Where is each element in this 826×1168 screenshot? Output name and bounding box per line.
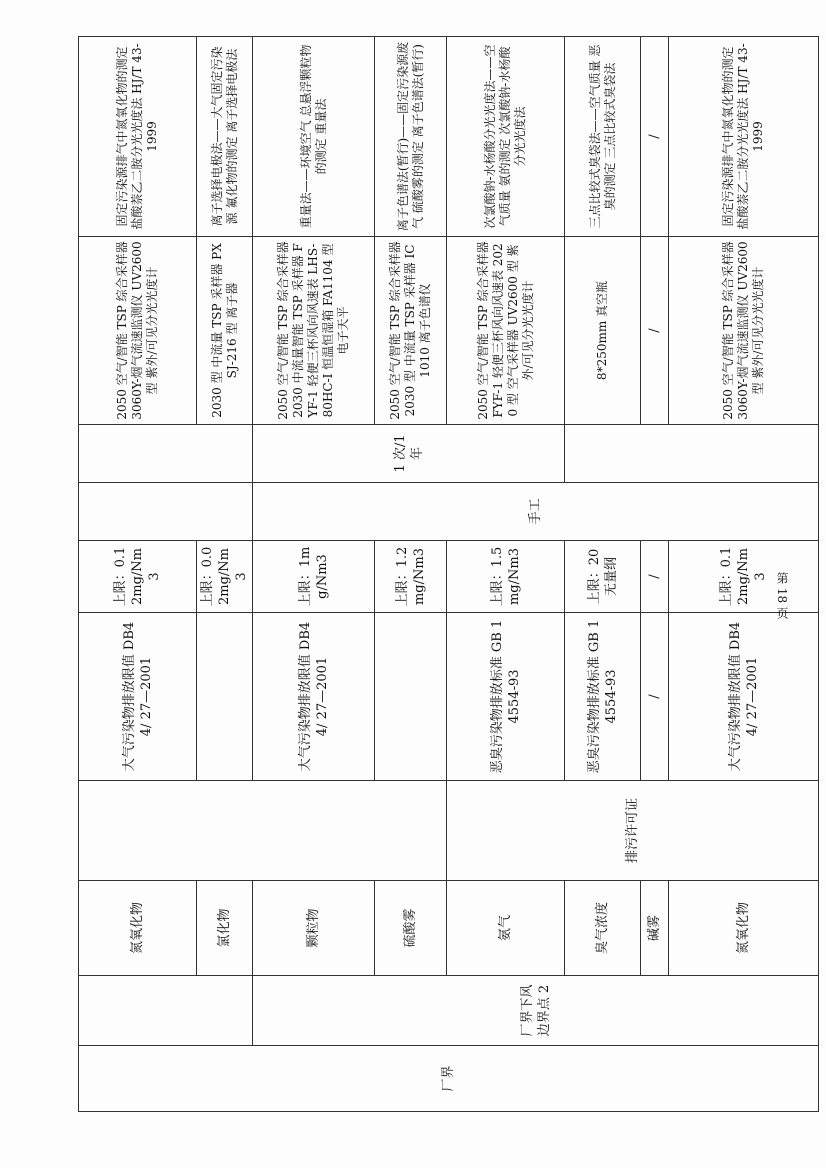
table-row [197, 37, 253, 1112]
pollutant-cell: 氮氧化物 [79, 881, 197, 976]
pollutant-cell: 硫酸雾 [375, 881, 447, 976]
location-group-cell: 厂界 [79, 1046, 819, 1112]
limit-cell: 上限：1.5mg/Nm3 [447, 541, 565, 613]
page-number: 第 18 页 [775, 572, 789, 619]
location-empty-cell [79, 976, 253, 1046]
limit-cell: 上限：0.02mg/Nm3 [197, 541, 253, 613]
method-cell: / [641, 37, 669, 237]
standard-cell: 大气污染物排放限值 DB44/ 27—2001 [669, 613, 819, 781]
method-cell: 重量法——环境空气 总悬浮颗粒物的测定 重量法 [253, 37, 375, 237]
method-cell: 固定污染源排气中氮氧化物的测定 盐酸萘乙二胺分光光度法 HJ/T 43-1999 [669, 37, 819, 237]
pollutant-cell: 氯化物 [197, 881, 253, 976]
table-row [375, 37, 447, 1112]
equipment-cell: 2050 空气/智能 TSP 综合采样器 2030 中流量智能 TSP 采样器 FYF-1 轻便三杯风向风速表 LHS-80HC-I 恒温恒湿箱 FA1104 型 电子天平 [253, 237, 375, 425]
pollutant-cell: 氨气 [447, 881, 565, 976]
pollutant-cell: 碱雾 [641, 881, 669, 976]
frequency-empty-cell [79, 425, 253, 483]
frequency-cell: 1 次/1 年 [253, 425, 565, 483]
limit-cell: 上限：0.12mg/Nm3 [669, 541, 819, 613]
pollutant-cell: 氮氧化物 [669, 881, 819, 976]
table-row [253, 37, 375, 1112]
table-row [669, 37, 819, 1112]
mode-empty-cell [79, 483, 253, 541]
method-cell: 三点比较式臭袋法——空气质量 恶臭的测定 三点比较式臭袋法 [565, 37, 641, 237]
method-cell: 离子色谱法(暂行)——固定污染源废气 硫酸雾的测定 离子色谱法(暂行) [375, 37, 447, 237]
limit-cell: / [641, 541, 669, 613]
permit-cell: 排污许可证 [447, 781, 819, 881]
method-cell: 离子选择电极法——大气固定污染源 氟化物的测定 离子选择电极法 [197, 37, 253, 237]
equipment-cell: 8*250mm 真空瓶 [565, 237, 641, 425]
permit-empty-cell [79, 781, 447, 881]
standard-cell: 恶臭污染物排放标准 GB 14554-93 [447, 613, 565, 781]
limit-cell: 上限：0.12mg/Nm3 [79, 541, 197, 613]
table-row [447, 37, 565, 1112]
standard-cell: 大气污染物排放限值 DB44/ 27—2001 [79, 613, 197, 781]
standard-cell: 恶臭污染物排放标准 GB 14554-93 [565, 613, 641, 781]
equipment-cell: 2050 空气/智能 TSP 综合采样器 FYF-1 轻便三杯风向风速表 2020 型 空气采样器 UV2600 型 紫外/可见分光光度计 [447, 237, 565, 425]
rotated-table-wrapper [78, 37, 818, 1112]
limit-cell: 上限：20 无量纲 [565, 541, 641, 613]
equipment-cell: 2030 型 中流量 TSP 采样器 PXSJ-216 型 离子器 [197, 237, 253, 425]
equipment-cell: 2050 空气/智能 TSP 综合采样器 2030 型 中流量 TSP 采样器 IC1010 离子色谱仪 [375, 237, 447, 425]
standard-empty-cell [197, 613, 253, 781]
equipment-cell: / [641, 237, 669, 425]
pollutant-cell: 颗粒物 [253, 881, 375, 976]
method-cell: 次氯酸钠-水杨酸分光光度法——空气质量 氨的测定 次氯酸钠-水杨酸分光光度法 [447, 37, 565, 237]
table-row [79, 37, 197, 1112]
monitoring-table [78, 36, 819, 1112]
location-point-cell: 厂界下风边界点 2 [253, 976, 819, 1046]
table-row [565, 37, 641, 1112]
limit-cell: 上限：1mg/Nm3 [253, 541, 375, 613]
standard-cell: 大气污染物排放限值 DB44/ 27—2001 [253, 613, 375, 781]
method-cell: 固定污染源排气中氮氧化物的测定 盐酸萘乙二胺分光光度法 HJ/T 43-1999 [79, 37, 197, 237]
pollutant-cell: 臭气浓度 [565, 881, 641, 976]
equipment-cell: 2050 空气/智能 TSP 综合采样器 3060Y-烟气流速监测仪 UV2600 型 紫外/可见分光光度计 [669, 237, 819, 425]
standard-empty-cell [375, 613, 447, 781]
equipment-cell: 2050 空气/智能 TSP 综合采样器 3060Y-烟气流速监测仪 UV2600 型 紫外/可见分光光度计 [79, 237, 197, 425]
limit-cell: 上限：1.2mg/Nm3 [375, 541, 447, 613]
standard-cell: / [641, 613, 669, 781]
mode-cell: 手工 [253, 483, 819, 541]
table-row [641, 37, 669, 1112]
frequency-empty-cell [565, 425, 819, 483]
